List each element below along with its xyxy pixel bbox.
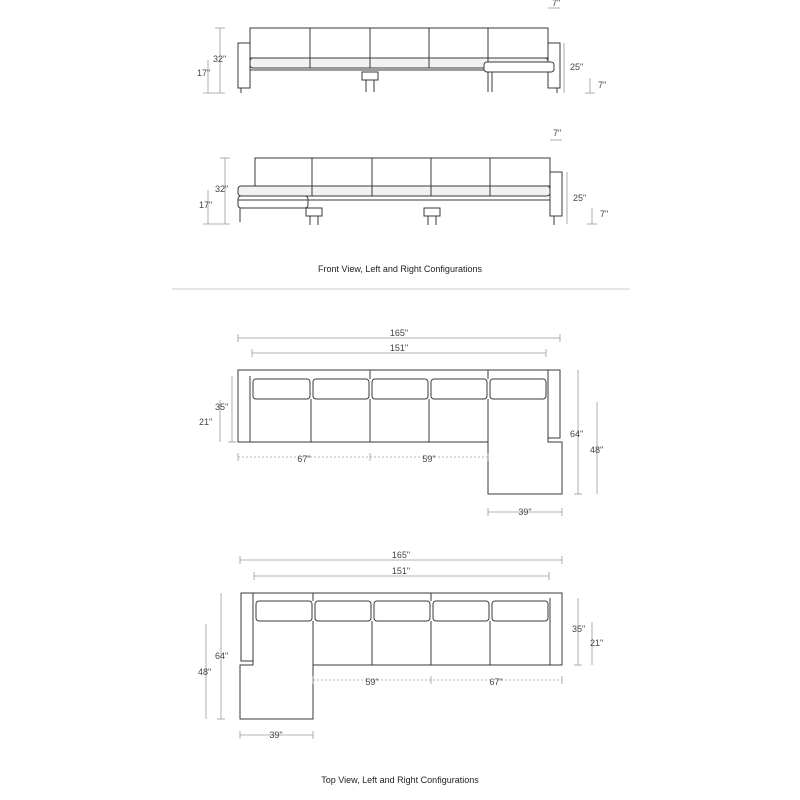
right-arm [550,172,562,216]
front1-leg-height: 7" [598,80,607,90]
top2-seat-depth: 21" [590,638,604,648]
top1-chaise-width: 39" [518,507,532,517]
top2-section-b: 67" [489,677,503,687]
front2-height-total: 32" [215,184,229,194]
front-view-right-config [199,128,608,225]
top1-chaise-length: 64" [570,429,584,439]
top2-chaise-seat: 48" [198,667,212,677]
seat-cushions [238,186,550,196]
front2-arm-width: 7" [553,128,562,138]
top2-overall-width: 165" [391,550,411,560]
top1-overall-width: 165" [389,328,409,338]
front-view-caption: Front View, Left and Right Configurations [318,264,482,274]
front1-arm-width: 7" [552,0,561,8]
back-cushion-row [255,158,550,186]
top1-chaise-seat: 48" [590,445,604,455]
top2-section-a: 59" [365,677,379,687]
top1-section-a: 67" [297,454,311,464]
front1-arm-height: 25" [570,62,584,72]
front1-seat-height: 17" [197,68,211,78]
front2-leg-height: 7" [600,209,609,219]
top1-inner-width: 151" [389,343,409,353]
front-view-left-config [197,0,606,93]
top2-chaise-length: 64" [215,651,229,661]
back-cushion-row [250,28,548,58]
front2-seat-height: 17" [199,200,213,210]
top1-section-b: 59" [422,454,436,464]
top1-seat-depth: 21" [199,417,213,427]
top2-chaise-width: 39" [269,730,283,740]
front2-arm-height: 25" [573,193,587,203]
front1-height-total: 32" [213,54,227,64]
top1-depth: 35" [215,402,229,412]
top2-inner-width: 151" [391,566,411,576]
top-view-caption: Top View, Left and Right Configurations [321,775,479,785]
top2-depth: 35" [572,624,586,634]
left-arm [238,43,250,88]
top-view-right-chaise [199,328,603,517]
top-view-left-chaise [198,550,603,740]
